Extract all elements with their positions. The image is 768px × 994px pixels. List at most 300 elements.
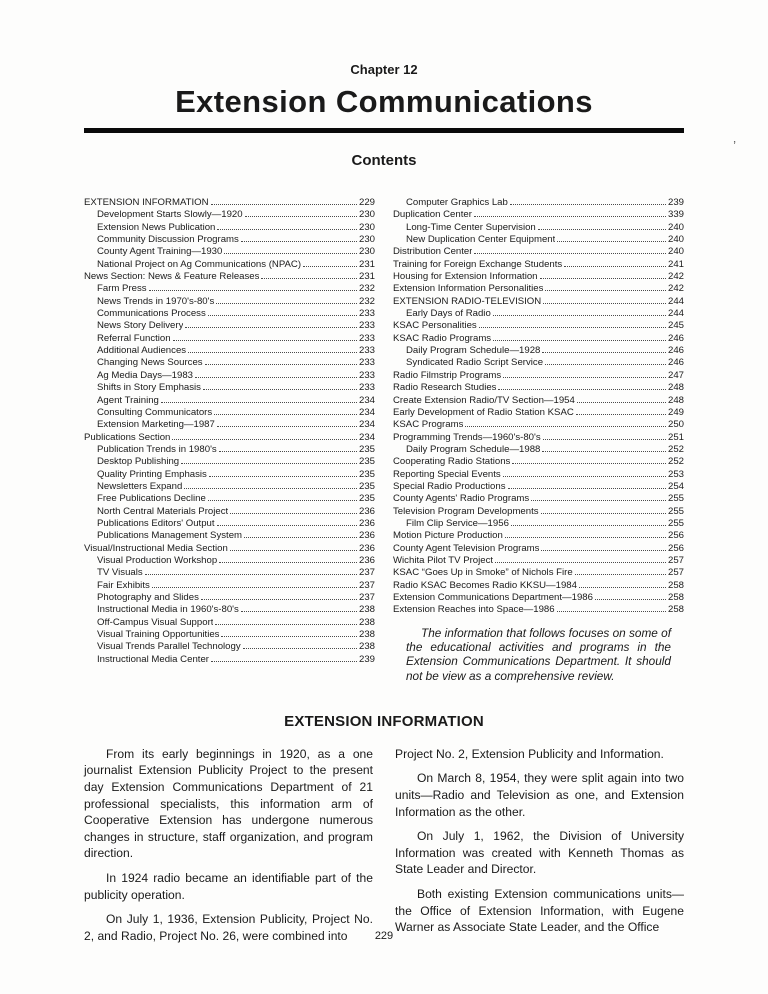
toc-leader-dots xyxy=(230,513,357,514)
toc-entry-page: 230 xyxy=(358,209,375,221)
toc-leader-dots xyxy=(577,402,666,403)
toc-leader-dots xyxy=(219,451,357,452)
toc-leader-dots xyxy=(503,476,666,477)
toc-right-entries xyxy=(393,197,684,617)
toc-entry-page: 235 xyxy=(358,456,375,468)
title-rule xyxy=(84,128,684,133)
body-paragraph: On March 8, 1954, they were split again into two units—Radio and Television as one, and Extension Information as the other. xyxy=(395,771,684,819)
toc-entry-page: 244 xyxy=(667,308,684,320)
toc-leader-dots xyxy=(201,599,357,600)
toc-entry-page: 234 xyxy=(358,406,375,418)
toc-entry xyxy=(84,283,375,295)
toc-entry-label: Instructional Media in 1960's-80's xyxy=(97,604,239,616)
toc-leader-dots xyxy=(203,389,357,390)
toc-entry xyxy=(84,493,375,505)
toc-leader-dots xyxy=(505,537,666,538)
toc-leader-dots xyxy=(214,414,357,415)
toc-entry-label: Publications Section xyxy=(84,431,171,443)
toc-entry-label: Reporting Special Events xyxy=(393,468,501,480)
toc-entry-page: 233 xyxy=(358,345,375,357)
toc-entry-label: Early Development of Radio Station KSAC xyxy=(393,406,574,418)
toc-entry-page: 251 xyxy=(667,431,684,443)
toc-entry-label: Extension Reaches into Space—1986 xyxy=(393,604,555,616)
toc-entry xyxy=(84,518,375,530)
toc-entry xyxy=(84,604,375,616)
toc-entry-label: Create Extension Radio/TV Section—1954 xyxy=(393,394,575,406)
toc-leader-dots xyxy=(243,648,357,649)
toc-entry-label: Instructional Media Center xyxy=(97,653,209,665)
toc-entry-label: Fair Exhibits xyxy=(97,579,150,591)
toc-entry-page: 239 xyxy=(667,197,684,208)
toc-entry xyxy=(393,518,684,530)
toc-leader-dots xyxy=(209,476,357,477)
toc-entry-label: Cooperating Radio Stations xyxy=(393,456,511,468)
toc-entry xyxy=(393,432,684,444)
toc-entry-label: Long-Time Center Supervision xyxy=(406,221,536,233)
toc-entry-page: 244 xyxy=(667,295,684,307)
toc-entry-page: 238 xyxy=(358,616,375,628)
toc-entry xyxy=(84,432,375,444)
toc-entry-page: 234 xyxy=(358,431,375,443)
toc-leader-dots xyxy=(217,426,357,427)
toc-entry-label: Wichita Pilot TV Project xyxy=(393,554,494,566)
toc-leader-dots xyxy=(557,241,666,242)
toc-leader-dots xyxy=(208,500,357,501)
toc-entry-label: Communications Process xyxy=(97,308,206,320)
toc-entry-label: Extension Marketing—1987 xyxy=(97,419,215,431)
body-paragraph: On July 1, 1962, the Division of University Information was created with Kenneth Thomas as State Leader and Director. xyxy=(395,829,684,877)
toc-entry-label: KSAC Personalities xyxy=(393,320,477,332)
toc-entry xyxy=(84,456,375,468)
toc-entry xyxy=(84,345,375,357)
toc-entry xyxy=(393,493,684,505)
toc-entry-label: Shifts in Story Emphasis xyxy=(97,382,201,394)
toc-entry-label: Early Days of Radio xyxy=(406,308,491,320)
toc-entry-label: Syndicated Radio Script Service xyxy=(406,357,544,369)
toc-entry-label: Radio Research Studies xyxy=(393,382,497,394)
toc-entry-page: 236 xyxy=(358,554,375,566)
toc-entry-page: 238 xyxy=(358,604,375,616)
toc-entry-label: Changing News Sources xyxy=(97,357,203,369)
toc-entry xyxy=(84,246,375,258)
page-number: 229 xyxy=(374,930,394,942)
toc-leader-dots xyxy=(542,451,666,452)
toc-leader-dots xyxy=(503,377,666,378)
toc-entry xyxy=(393,506,684,518)
toc-entry-page: 249 xyxy=(667,406,684,418)
toc-entry xyxy=(84,444,375,456)
toc-entry-label: Duplication Center xyxy=(393,209,472,221)
chapter-label: Chapter 12 xyxy=(350,62,418,77)
body-paragraph: From its early beginnings in 1920, as a one journalist Extension Publicity Project to the present day Extension Communications Department of 21 professional specialists, this information arm of Cooperative Extension has undergone numerous changes in structure, staff organization, and program direction. xyxy=(84,746,373,861)
toc-entry-page: 253 xyxy=(667,468,684,480)
toc-entry xyxy=(84,530,375,542)
toc-leader-dots xyxy=(474,253,666,254)
toc-entry xyxy=(84,320,375,332)
toc-leader-dots xyxy=(161,402,357,403)
toc-entry xyxy=(393,333,684,345)
toc-entry-label: Extension Communications Department—1986 xyxy=(393,592,593,603)
toc-leader-dots xyxy=(493,340,666,341)
toc-entry xyxy=(393,592,684,604)
body-left-column xyxy=(84,746,373,953)
toc-leader-dots xyxy=(217,525,357,526)
page-title: Extension Communications xyxy=(175,84,593,119)
toc-entry xyxy=(393,246,684,258)
toc-entry xyxy=(393,555,684,567)
toc-leader-dots xyxy=(465,426,666,427)
toc-entry-label: Computer Graphics Lab xyxy=(406,197,508,208)
toc-leader-dots xyxy=(579,587,666,588)
toc-entry xyxy=(84,592,375,604)
toc-entry-page: 234 xyxy=(358,394,375,406)
toc-entry-page: 238 xyxy=(358,641,375,653)
toc-entry-page: 240 xyxy=(667,234,684,246)
toc-leader-dots xyxy=(531,500,666,501)
toc-leader-dots xyxy=(557,611,666,612)
toc-entry-page: 257 xyxy=(667,567,684,579)
toc-entry-label: National Project on Ag Communications (NPAC) xyxy=(97,258,302,270)
toc-leader-dots xyxy=(510,204,666,205)
toc-entry xyxy=(393,357,684,369)
toc-entry-label: Visual/Instructional Media Section xyxy=(84,542,228,554)
stray-mark: ’ xyxy=(733,138,736,153)
toc-leader-dots xyxy=(173,340,357,341)
toc-entry-label: Visual Production Workshop xyxy=(97,554,218,566)
toc-entry-label: Newsletters Expand xyxy=(97,480,183,492)
toc-leader-dots xyxy=(185,327,357,328)
toc-leader-dots xyxy=(241,241,357,242)
toc-entry-page: 248 xyxy=(667,382,684,394)
toc-leader-dots xyxy=(241,611,357,612)
toc-entry xyxy=(393,234,684,246)
toc-entry-page: 242 xyxy=(667,271,684,283)
toc-leader-dots xyxy=(205,364,357,365)
toc-leader-dots xyxy=(217,229,357,230)
toc-entry xyxy=(393,382,684,394)
toc-leader-dots xyxy=(195,377,357,378)
toc-entry-label: EXTENSION INFORMATION xyxy=(84,197,209,208)
toc-entry-page: 236 xyxy=(358,542,375,554)
toc-leader-dots xyxy=(152,587,357,588)
body-paragraph: Project No. 2, Extension Publicity and Information. xyxy=(395,746,664,761)
toc-entry-page: 233 xyxy=(358,357,375,369)
toc-entry-label: News Section: News & Feature Releases xyxy=(84,271,260,283)
toc-entry xyxy=(84,259,375,271)
toc-leader-dots xyxy=(230,550,357,551)
toc-entry xyxy=(393,395,684,407)
toc-entry-page: 237 xyxy=(358,592,375,603)
body-text xyxy=(84,746,684,953)
section-heading: EXTENSION INFORMATION xyxy=(284,712,484,730)
toc-entry-page: 237 xyxy=(358,579,375,591)
toc-entry-label: Farm Press xyxy=(97,283,147,295)
toc-entry xyxy=(84,543,375,555)
toc-entry-label: Television Program Developments xyxy=(393,505,539,517)
toc-leader-dots xyxy=(216,303,357,304)
toc-entry xyxy=(84,419,375,431)
toc-entry xyxy=(393,580,684,592)
toc-entry-page: 230 xyxy=(358,246,375,258)
toc-entry xyxy=(84,333,375,345)
toc-entry-label: Film Clip Service—1956 xyxy=(406,517,509,529)
toc-entry-page: 255 xyxy=(667,493,684,505)
toc-entry-page: 235 xyxy=(358,468,375,480)
toc-entry-label: Community Discussion Programs xyxy=(97,234,239,246)
toc-entry-label: Development Starts Slowly—1920 xyxy=(97,209,243,221)
toc-leader-dots xyxy=(474,216,666,217)
toc-entry xyxy=(393,444,684,456)
toc-entry-page: 237 xyxy=(358,567,375,579)
toc-entry-page: 233 xyxy=(358,382,375,394)
toc-entry-label: KSAC “Goes Up in Smoke” of Nichols Fire xyxy=(393,567,573,579)
toc-leader-dots xyxy=(211,661,357,662)
toc-leader-dots xyxy=(564,266,666,267)
toc-leader-dots xyxy=(542,352,666,353)
toc-leader-dots xyxy=(221,636,357,637)
toc-entry-label: Daily Program Schedule—1988 xyxy=(406,443,541,455)
toc-entry xyxy=(84,580,375,592)
toc-entry xyxy=(393,283,684,295)
toc-entry-label: North Central Materials Project xyxy=(97,505,229,517)
toc-entry-page: 256 xyxy=(667,530,684,542)
toc-entry xyxy=(84,234,375,246)
toc-leader-dots xyxy=(508,488,666,489)
toc-entry-page: 231 xyxy=(358,258,375,270)
toc-entry xyxy=(84,209,375,221)
toc-leader-dots xyxy=(211,204,357,205)
body-paragraph: Both existing Extension communications units—the Office of Extension Information, with Eugene Warner as Associate State Leader, and the Office xyxy=(395,887,684,935)
toc-entry-page: 233 xyxy=(358,369,375,381)
toc-entry-page: 236 xyxy=(358,505,375,517)
toc-entry-label: County Agents' Radio Programs xyxy=(393,493,530,505)
toc-entry-page: 231 xyxy=(358,271,375,283)
toc-entry xyxy=(393,222,684,234)
toc-entry xyxy=(393,419,684,431)
toc-entry xyxy=(393,543,684,555)
toc-entry-label: Housing for Extension Information xyxy=(393,271,538,283)
toc-entry-page: 233 xyxy=(358,308,375,320)
toc-entry-label: KSAC Programs xyxy=(393,419,464,431)
toc-entry-page: 233 xyxy=(358,320,375,332)
toc-leader-dots xyxy=(498,389,666,390)
toc-entry-label: Photography and Slides xyxy=(97,592,199,603)
toc-leader-dots xyxy=(215,624,357,625)
toc-entry-label: Daily Program Schedule—1928 xyxy=(406,345,541,357)
toc-entry xyxy=(393,604,684,616)
toc-leader-dots xyxy=(541,513,666,514)
toc-entry-label: Publications Editors' Output xyxy=(97,517,215,529)
toc-entry-label: Off-Campus Visual Support xyxy=(97,616,214,628)
toc-leader-dots xyxy=(245,216,357,217)
toc-leader-dots xyxy=(543,439,666,440)
toc-entry xyxy=(84,222,375,234)
toc-entry-page: 232 xyxy=(358,283,375,295)
toc-entry xyxy=(84,357,375,369)
toc-entry xyxy=(393,456,684,468)
toc-leader-dots xyxy=(543,303,666,304)
toc-entry-page: 252 xyxy=(667,456,684,468)
toc-entry-page: 254 xyxy=(667,480,684,492)
contents-heading: Contents xyxy=(351,152,417,169)
toc-entry-page: 229 xyxy=(358,197,375,208)
toc-entry xyxy=(393,407,684,419)
toc-entry xyxy=(393,370,684,382)
toc-entry xyxy=(393,308,684,320)
toc-entry xyxy=(393,469,684,481)
toc-entry-page: 239 xyxy=(358,653,375,665)
toc-leader-dots xyxy=(188,352,357,353)
toc-entry-page: 236 xyxy=(358,530,375,542)
toc-leader-dots xyxy=(224,253,357,254)
toc-leader-dots xyxy=(219,562,357,563)
toc-entry-label: News Trends in 1970's-80's xyxy=(97,295,215,307)
toc-entry-page: 238 xyxy=(358,629,375,641)
toc-leader-dots xyxy=(595,599,666,600)
toc-leader-dots xyxy=(208,315,357,316)
toc-entry-label: Extension Information Personalities xyxy=(393,283,544,295)
toc-entry-page: 235 xyxy=(358,443,375,455)
toc-entry xyxy=(84,654,375,666)
toc-entry-label: Special Radio Productions xyxy=(393,480,506,492)
toc-entry-label: KSAC Radio Programs xyxy=(393,332,492,344)
toc-entry xyxy=(84,296,375,308)
toc-entry-label: Publications Management System xyxy=(97,530,243,542)
toc-entry-label: Distribution Center xyxy=(393,246,473,258)
toc-leader-dots xyxy=(149,290,357,291)
toc-entry xyxy=(393,197,684,209)
toc-entry-page: 258 xyxy=(667,592,684,603)
toc-entry-label: Publication Trends in 1980's xyxy=(97,443,217,455)
toc-entry-label: Motion Picture Production xyxy=(393,530,503,542)
toc-entry-label: Programming Trends—1960's-80's xyxy=(393,431,541,443)
toc-entry-page: 246 xyxy=(667,357,684,369)
toc-leader-dots xyxy=(512,463,666,464)
toc-entry-label: Desktop Publishing xyxy=(97,456,180,468)
toc-entry-page: 256 xyxy=(667,542,684,554)
toc-entry xyxy=(393,320,684,332)
toc-entry-page: 246 xyxy=(667,332,684,344)
toc-entry-label: TV Visuals xyxy=(97,567,143,579)
toc-entry xyxy=(84,395,375,407)
toc-entry xyxy=(84,407,375,419)
toc-entry-page: 245 xyxy=(667,320,684,332)
toc-entry-page: 234 xyxy=(358,419,375,431)
toc-entry-page: 257 xyxy=(667,554,684,566)
toc-entry xyxy=(84,641,375,653)
toc-entry-label: Referral Function xyxy=(97,332,171,344)
body-right-column xyxy=(395,746,684,953)
toc-right-column xyxy=(393,197,684,683)
toc-entry xyxy=(84,555,375,567)
toc-leader-dots xyxy=(538,229,666,230)
toc-entry-page: 232 xyxy=(358,295,375,307)
toc-entry-page: 250 xyxy=(667,419,684,431)
toc-entry xyxy=(84,382,375,394)
toc-entry-page: 236 xyxy=(358,517,375,529)
toc-entry-label: Training for Foreign Exchange Students xyxy=(393,258,563,270)
toc-entry-page: 230 xyxy=(358,234,375,246)
toc-entry xyxy=(84,629,375,641)
toc-entry xyxy=(393,259,684,271)
toc-entry-label: New Duplication Center Equipment xyxy=(406,234,556,246)
toc-entry xyxy=(393,296,684,308)
toc-entry-label: Visual Trends Parallel Technology xyxy=(97,641,241,653)
toc-entry-label: Free Publications Decline xyxy=(97,493,206,505)
intro-note: The information that follows focuses on some of the educational activities and programs in the Extension Communications Department. It should not be view as a comprehensive review. xyxy=(406,625,671,683)
toc-entry xyxy=(84,567,375,579)
toc-entry-label: Ag Media Days—1983 xyxy=(97,369,193,381)
toc-entry-page: 252 xyxy=(667,443,684,455)
toc-entry xyxy=(393,567,684,579)
body-paragraph: On July 1, 1936, Extension Publicity, Project No. 2, and Radio, Project No. 26, were combined into xyxy=(84,912,373,943)
toc-leader-dots xyxy=(545,290,666,291)
toc-entry xyxy=(84,469,375,481)
toc-entry-label: Visual Training Opportunities xyxy=(97,629,220,641)
toc-entry-page: 233 xyxy=(358,332,375,344)
toc-leader-dots xyxy=(184,488,357,489)
toc-entry xyxy=(84,271,375,283)
toc-entry-page: 235 xyxy=(358,493,375,505)
toc-leader-dots xyxy=(545,364,666,365)
toc-entry-page: 247 xyxy=(667,369,684,381)
toc-left-column xyxy=(84,197,375,683)
toc-entry xyxy=(393,481,684,493)
toc-entry-page: 255 xyxy=(667,517,684,529)
toc-entry-label: Extension News Publication xyxy=(97,221,216,233)
toc-entry xyxy=(84,197,375,209)
toc-leader-dots xyxy=(261,278,357,279)
toc-entry-page: 235 xyxy=(358,480,375,492)
toc-entry-page: 240 xyxy=(667,221,684,233)
toc-entry xyxy=(84,308,375,320)
toc-entry-label: Radio KSAC Becomes Radio KKSU—1984 xyxy=(393,579,577,591)
toc-entry-label: County Agent Training—1930 xyxy=(97,246,223,258)
toc-leader-dots xyxy=(493,315,666,316)
toc-entry xyxy=(393,530,684,542)
toc-leader-dots xyxy=(575,574,666,575)
toc-leader-dots xyxy=(145,574,357,575)
toc-leader-dots xyxy=(172,439,357,440)
toc-entry-label: Consulting Communicators xyxy=(97,406,213,418)
toc-entry-label: Radio Filmstrip Programs xyxy=(393,369,502,381)
toc-entry-label: Agent Training xyxy=(97,394,159,406)
toc-entry-page: 240 xyxy=(667,246,684,258)
toc-entry-label: Additional Audiences xyxy=(97,345,187,357)
toc-entry-page: 248 xyxy=(667,394,684,406)
toc-entry-label: County Agent Television Programs xyxy=(393,542,540,554)
table-of-contents xyxy=(84,197,684,683)
body-paragraph: In 1924 radio became an identifiable part of the publicity operation. xyxy=(84,871,373,902)
toc-leader-dots xyxy=(479,327,666,328)
toc-entry-page: 255 xyxy=(667,505,684,517)
toc-entry xyxy=(84,617,375,629)
toc-entry xyxy=(393,345,684,357)
toc-entry-label: Quality Printing Emphasis xyxy=(97,468,207,480)
toc-entry xyxy=(393,209,684,221)
toc-entry-page: 246 xyxy=(667,345,684,357)
toc-entry xyxy=(393,271,684,283)
toc-leader-dots xyxy=(495,562,666,563)
toc-entry xyxy=(84,506,375,518)
toc-entry-label: EXTENSION RADIO-TELEVISION xyxy=(393,295,542,307)
toc-leader-dots xyxy=(244,537,357,538)
toc-entry-page: 230 xyxy=(358,221,375,233)
toc-entry-page: 242 xyxy=(667,283,684,295)
toc-leader-dots xyxy=(540,278,666,279)
toc-leader-dots xyxy=(511,525,666,526)
toc-entry-label: News Story Delivery xyxy=(97,320,184,332)
